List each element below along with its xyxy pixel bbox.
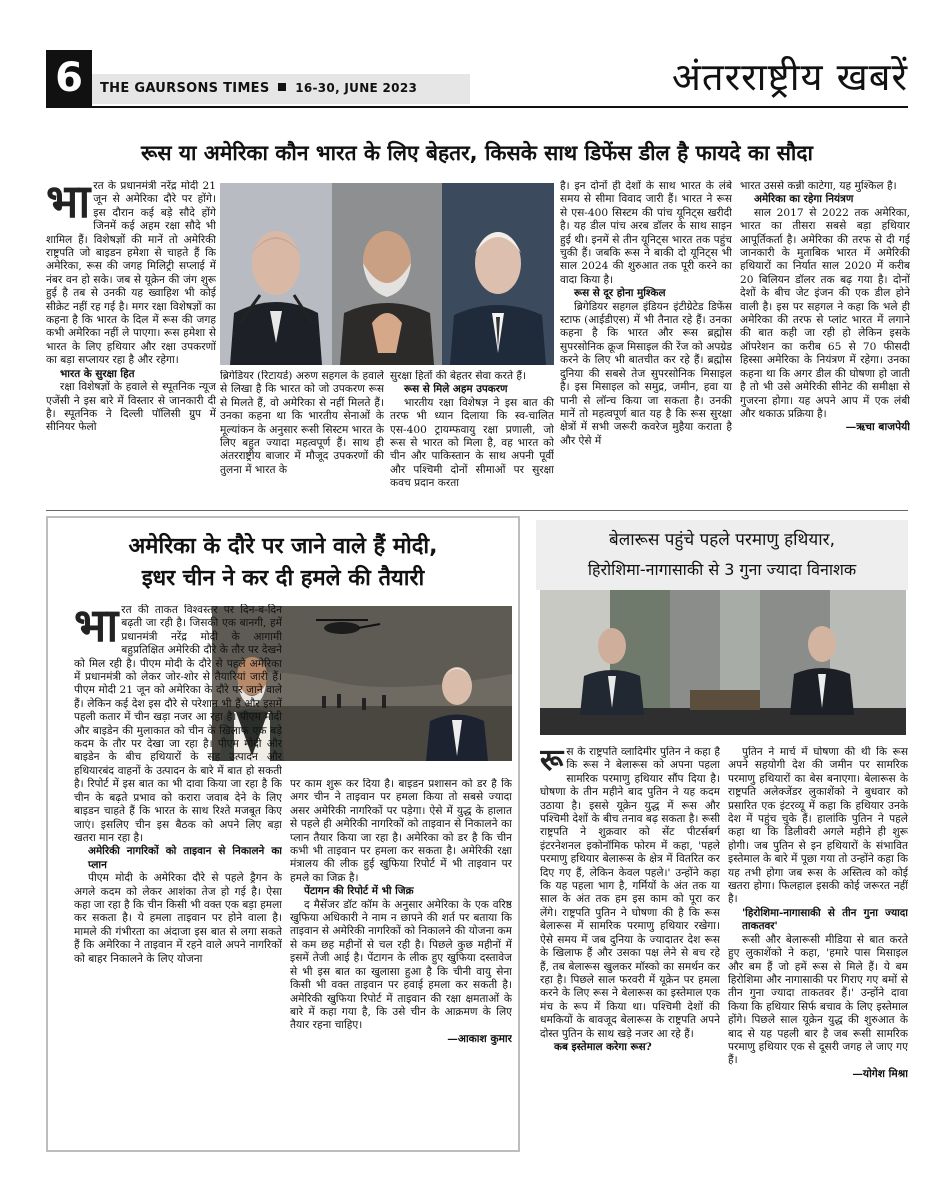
story2-headline-line2: इधर चीन ने कर दी हमले की तैयारी	[141, 566, 425, 591]
story3-photo-putin-lukashenko	[540, 590, 906, 735]
story1-column-3	[390, 370, 554, 505]
section-divider	[46, 510, 908, 511]
story2-text: पर काम शुरू कर दिया है। बाइडन प्रशासन को डर है कि अगर चीन ने ताइवान पर हमला किया तो सबसे ज्यादा असर अमेरिकी नागरिकों पर पड़ेगा। ऐसे में युद्ध के हालात से पहले ही अमेरिकी नागरिकों को ताइवान से निकालने का प्लान तैयार किया जा रहा है। अमेरिका को डर है कि चीन कभी भी ताइवान पर हमला कर सकता है। अमेरिकी रक्षा मंत्रालय की लीक हुई खुफिया रिपोर्ट में भी ताइवान पर हमले का जिक्र है।	[290, 778, 512, 884]
story1-text: साल 2017 से 2022 तक अमेरिका, भारत का तीसरा सबसे बड़ा हथियार आपूर्तिकर्ता है। अमेरिका की तरफ से दी गई जानकारी के मुताबिक भारत में अमेरिकी हथियारों का निर्यात साल 2020 में करीब 20 बिलियन डॉलर तक बढ़ गया है। दोनों देशों के बीच जेट इंजन की एक डील होने वाली है। इस पर सहगल ने कहा कि भले ही अमेरिका की तरफ से प्लांट भारत में लगाने की बात कही जा रही हो लेकिन इसके ऑपरेशन का करीब 65 से 70 फीसदी हिस्सा अमेरिका के नियंत्रण में रहेगा। उनका कहना था कि अगर डील की घोषणा हो जाती है तो भी उसे अमेरिकी सीनेट की समीक्षा से गुजरना होगा। यह अपने आप में एक लंबी और थकाऊ प्रक्रिया है।	[740, 206, 910, 420]
story2-text: पीएम मोदी के अमेरिका दौरे से पहले ड्रैगन के अगले कदम को लेकर आशंका तेज हो गई है। ऐसा कहा जा रहा है कि चीन किसी भी वक्त एक बड़ा हमला कर सकता है। ये हमला ताइवान पर होने वाला है। मामले की गंभीरता का अंदाजा इस बात से लगा सकते हैं कि अमेरिका ने ताइवान में रहने वाले अपने नागरिकों को बाहर निकालने के लिए योजना	[74, 872, 282, 965]
story1-column-5	[740, 180, 910, 505]
story1-text: रत के प्रधानमंत्री नरेंद्र मोदी 21 जून से अमेरिका दौरे पर होंगे। इस दौरान कई बड़े सौदे होंगे जिनमें कई अहम रक्षा सौदे भी शामिल हैं। विशेषज्ञों की मानें तो अमेरिकी राष्ट्रपति जो बाइडन हमेशा से चाहते हैं कि अमेरिका, रूस की जगह मिलिट्री सप्लाई में नंबर वन हो सके। जब से यूक्रेन की जंग शुरू हुई है तब से उनकी यह ख्वाहिश भी कोई सीक्रेट नहीं रह गई है। मगर रक्षा विशेषज्ञों का कहना है कि भारत के दिल में रूस की जगह कभी अमेरिका नहीं ले पाएगा। रूस हमेशा से भारत के लिए हथियार और रक्षा उपकरणों का बड़ा सप्लायर रहा है और रहेगा।	[46, 180, 216, 367]
story2-byline: —आकाश कुमार	[447, 1032, 512, 1045]
story1-photo-leaders	[220, 183, 554, 365]
section-title: अंतरराष्ट्रीय खबरें	[671, 55, 908, 99]
story3-text: रूसी और बेलारूसी मीडिया से बात करते हुए लुकाशेंको ने कहा, 'हमारे पास मिसाइल और बम हैं जो हमें रूस से मिले हैं। ये बम हिरोशिमा और नागासाकी पर गिराए गए बमों से तीन गुना ज्यादा ताकतवर हैं।' उन्होंने दावा किया कि हथियार सिर्फ बचाव के लिए इस्तेमाल होंगे। पिछले साल यूक्रेन युद्ध की शुरुआत के बाद से यह पहली बार है जब रूसी सामरिक परमाणु हथियार एक से दूसरी जगह ले जाए गए हैं।	[728, 933, 908, 1067]
story2-subhead: पेंटागन की रिपोर्ट में भी जिक्र	[304, 885, 414, 898]
story2-dropcap: भा	[74, 604, 119, 652]
story1-column-4	[560, 180, 732, 505]
story3-byline: —योगेश मिश्रा	[852, 1067, 908, 1080]
story3-column-1	[540, 746, 720, 1140]
story1-text: ब्रिगेडियर (रिटायर्ड) अरुण सहगल के हवाले से लिखा है कि भारत को जो उपकरण रूस से मिलते हैं, वो अमेरिका से नहीं मिलते हैं। उनका कहना था कि भारतीय सेनाओं के मूल्यांकन के अनुसार रूसी सिस्टम भारत के लिए बहुत ज्यादा महत्वपूर्ण हैं। साथ ही अंतरराष्ट्रीय बाजार में मौजूद उपकरणों की तुलना में भारत के	[220, 370, 384, 476]
story3-dropcap: रू	[540, 746, 564, 778]
paper-name-text: THE GAURSONS TIMES	[100, 81, 270, 96]
story1-headline: रूस या अमेरिका कौन भारत के लिए बेहतर, किसके साथ डिफेंस डील है फायदे का सौदा	[141, 141, 813, 165]
story1-subhead: रूस से दूर होना मुश्किल	[574, 287, 666, 300]
story3-subhead: कब इस्तेमाल करेगा रूस?	[554, 1040, 652, 1053]
masthead-rule	[46, 106, 908, 108]
story3-text: स के राष्ट्रपति व्लादिमीर पुतिन ने कहा है कि रूस ने बेलारूस को अपना पहला सामरिक परमाणु हथियार सौंप दिया है। घोषणा के तीन महीने बाद पुतिन ने यह कदम उठाया है। इससे यूक्रेन युद्ध में रूस और पश्चिमी देशों के बीच तनाव बढ़ सकता है। रूसी राष्ट्रपति ने शुक्रवार को सेंट पीटर्सबर्ग इंटरनेशनल इकोनॉमिक फोरम में कहा, 'पहले परमाणु हथियार बेलारूस के क्षेत्र में वितरित कर दिए गए हैं, लेकिन केवल पहले।' उन्होंने कहा कि यह पहला भाग है, गर्मियों के अंत तक या साल के अंत तक हम इस काम को पूरा कर लेंगे। राष्ट्रपति पुतिन ने घोषणा की है कि रूस बेलारूस में सामरिक परमाणु हथियार रखेगा। ऐसे समय में जब दुनिया के ज्यादातर देश रूस के खिलाफ हैं और उसका पक्ष लेने से बच रहे हैं, तब बेलारूस खुलकर मॉस्को का समर्थन कर रहा है। पिछले साल फरवरी में यूक्रेन पर हमला करने के लिए रूस ने बेलारूस का इस्तेमाल एक मंच के रूप में किया था। पश्चिमी देशों की धमकियों के बावजूद बेलारूस के राष्ट्रपति अपने दोस्त पुतिन के साथ खड़े नजर आ रहे हैं।	[540, 746, 720, 1040]
story2-text: द मैसेंजर डॉट कॉम के अनुसार अमेरिका के एक वरिष्ठ खुफिया अधिकारी ने नाम न छापने की शर्त पर बताया कि ताइवान से अमेरिकी नागरिकों को निकालने की योजना कम से कम छह महीनों से चल रही है। पिछले कुछ महीनों में इसमें तेजी आई है। पेंटागन के लीक हुए खुफिया दस्तावेज से भी इस बात का खुलासा हुआ है कि चीनी वायु सेना किसी भी वक्त ताइवान पर हवाई हमला कर सकती है। अमेरिकी खुफिया रिपोर्ट में ताइवान की रक्षा क्षमताओं के बारे में कहा गया है, कि उसे चीन के आक्रमण के लिए तैयार रहना चाहिए।	[290, 898, 512, 1032]
story1-text: सुरक्षा हितों की बेहतर सेवा करते हैं।	[390, 370, 527, 382]
story1-subhead: रूस से मिले अहम उपकरण	[404, 383, 508, 396]
story1-byline: —ऋचा बाजपेयी	[845, 421, 910, 434]
story3-text: पुतिन ने मार्च में घोषणा की थी कि रूस अपने सहयोगी देश की जमीन पर सामरिक परमाणु हथियारों का बेस बनाएगा। बेलारूस के राष्ट्रपति अलेक्जेंडर लुकाशेंको ने बुधवार को प्रसारित एक इंटरव्यू में कहा कि हथियार उनके देश में पहुंच चुके हैं। हालांकि पुतिन ने पहले कहा था कि डिलीवरी अगले महीने ही शुरू होगी। जब पुतिन से इन हथियारों के संभावित इस्तेमाल के बारे में पूछा गया तो उन्होंने कहा कि यह तभी होगा जब रूस के अस्तित्व को कोई खतरा होगा। फिलहाल इसकी कोई जरूरत नहीं है।	[728, 746, 908, 906]
story1-subhead: अमेरिका का रहेगा नियंत्रण	[754, 193, 854, 206]
story3-headline-line1: बेलारूस पहुंचे पहले परमाणु हथियार,	[608, 530, 836, 550]
masthead	[46, 50, 908, 106]
story1-text: भारत उससे कन्नी काटेगा, यह मुश्किल है।	[740, 180, 897, 192]
square-bullet-icon	[278, 83, 286, 91]
story1-text: भारतीय रक्षा विशेषज्ञ ने इस बात की तरफ भी ध्यान दिलाया कि स्व-चालित एस-400 ट्रायम्फवायु रक्षा प्रणाली, जो रूस से भारत को मिला है, वह भारत को चीन और पाकिस्तान के साथ अपनी पूर्वी और पश्चिमी दोनों सीमाओं पर सुरक्षा कवच प्रदान करता	[390, 396, 554, 490]
story1-subhead: भारत के सुरक्षा हित	[60, 367, 135, 380]
story1-column-2	[220, 370, 384, 505]
story2-headline-line1: अमेरिका के दौरे पर जाने वाले हैं मोदी,	[128, 534, 438, 559]
story1-column-1	[46, 180, 216, 505]
story3-column-2	[728, 746, 908, 1140]
story1-dropcap: भा	[46, 180, 91, 228]
story1-text: ब्रिगेडियर सहगल इंडियन इंटीग्रेटेड डिफेंस स्टाफ (आईडीएस) में भी तैनात रहे हैं। उनका कहना है कि भारत और रूस ब्रह्मोस सुपरसोनिक क्रूज मिसाइल की रेंज को अपग्रेड करने के लिए भी बातचीत कर रहे हैं। ब्रह्मोस दुनिया की सबसे तेज सुपरसोनिक मिसाइल है। इस मिसाइल को समुद्र, जमीन, हवा या पानी से लॉन्च किया जा सकता है। उनकी मानें तो महत्वपूर्ण बात यह है कि रूस सुरक्षा क्षेत्रों में सभी जरूरी कवरेज मुहैया कराता है और ऐसे में	[560, 300, 732, 447]
story2-text: रत की ताकत विश्वस्तर पर दिन-ब-दिन बढ़ती जा रही है। जिसकी एक बानगी, हमें प्रधानमंत्री नरेंद्र मोदी के आगामी बहुप्रतिक्षित अमेरिकी दौरे के तौर पर देखने को मिल रही है। पीएम मोदी के दौरे से पहले अमेरिका में प्रधानमंत्री को लेकर जोर-शोर से तैयारियां जारी हैं। पीएम मोदी 21 जून को अमेरिका के दौरे पर जाने वाले हैं। लेकिन कई देश इस दौरे से परेशान भी हैं और इसमें पहली कतार में चीन खड़ा नजर आ रहा है। पीएम मोदी और बाइडेन की मुलाकात को चीन के खिलाफ एक बड़े कदम के तौर पर देखा जा रहा है। पीएम मोदी और बाइडेन के बीच हथियारों के सह उत्पादन और हथियारबंद वाहनों के उत्पादन के बारे में बात हो सकती है। रिपोर्ट में इस बात का भी दावा किया जा रहा है कि चीन के बढ़ते प्रभाव को करारा जवाब देने के लिए बाइडन चाहते हैं कि भारत के साथ रिश्ते मजबूत किए जाएं। इसलिए चीन इस बैठक को अपने लिए बड़ा खतरा मान रहा है।	[74, 604, 282, 844]
page-number: 6	[46, 50, 92, 106]
story3-subhead: 'हिरोशिमा-नागासाकी से तीन गुना ज्यादा ताकतवर'	[742, 906, 908, 933]
story3-headline-line2: हिरोशिमा-नागासाकी से 3 गुना ज्यादा विनाशक	[587, 560, 857, 579]
story2-subhead: अमेरिकी नागरिकों को ताइवान से निकालने का प्लान	[88, 845, 282, 871]
paper-name	[100, 81, 417, 96]
story2-column-2	[290, 778, 512, 1130]
issue-date: 16-30, JUNE 2023	[295, 81, 418, 95]
story2-column-1	[74, 604, 282, 1130]
story1-text: है। इन दोनों ही देशों के साथ भारत के लंबे समय से सीमा विवाद जारी हैं। भारत ने रूस से एस-400 सिस्टम की पांच यूनिट्स खरीदी है। यह डील पांच अरब डॉलर के साथ साइन हुई थी। इनमें से तीन यूनिट्स भारत तक पहुंच चुकी हैं। जबकि रूस ने बाकी दो यूनिट्स भी साल 2024 की शुरुआत तक पूरी करने का वादा किया है।	[560, 180, 732, 286]
story1-text: रक्षा विशेषज्ञों के हवाले से स्पूतनिक न्यूज एजेंसी ने इस बारे में विस्तार से जानकारी दी है। स्पूतनिक ने दिल्ली पॉलिसी ग्रुप में सीनियर फेलो	[46, 381, 216, 434]
